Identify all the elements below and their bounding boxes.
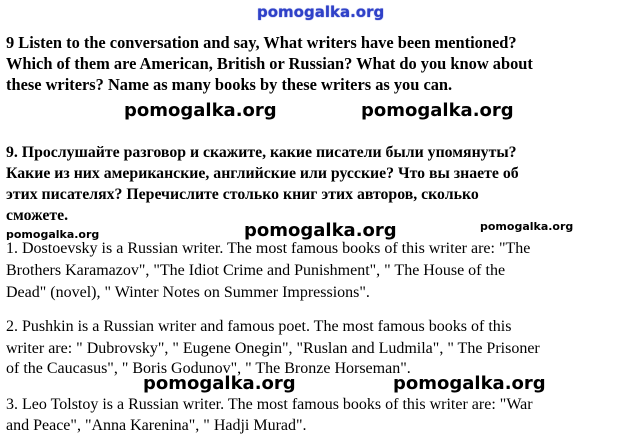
- answer-line: of the Caucasus", " Boris Godunov", " The Bronze Horseman".: [6, 360, 411, 377]
- task-english-line: these writers? Name as many books by these writers as you can.: [6, 75, 453, 94]
- watermark[interactable]: pomogalka.org: [143, 373, 296, 394]
- answer-line: Brothers Karamazov", "The Idiot Crime and Punishment", " The House of the: [6, 262, 506, 279]
- answer-line: 2. Pushkin is a Russian writer and famous poet. The most famous books of this: [6, 318, 512, 335]
- answer-line: writer are: " Dubrovsky", " Eugene Onegin", "Ruslan and Ludmila", " The Prisoner: [6, 340, 540, 357]
- answer-line: Dead" (novel), " Winter Notes on Summer Impressions".: [6, 284, 370, 301]
- task-english-line: Which of them are American, British or Russian? What do you know about: [6, 54, 533, 73]
- watermark[interactable]: pomogalka.org: [361, 100, 514, 121]
- answer-line: 1. Dostoevsky is a Russian writer. The most famous books of this writer are: "The: [6, 240, 531, 257]
- answer-line: 3. Leo Tolstoy is a Russian writer. The most famous books of this writer are: "War: [6, 396, 533, 413]
- watermark-top[interactable]: pomogalka.org: [257, 3, 385, 21]
- watermark[interactable]: pomogalka.org: [480, 220, 574, 233]
- watermark[interactable]: pomogalka.org: [393, 373, 546, 394]
- watermark[interactable]: pomogalka.org: [244, 220, 397, 241]
- answer-line: and Peace", "Anna Karenina", " Hadji Murad".: [6, 417, 307, 434]
- task-russian-line: сможете.: [6, 207, 69, 224]
- task-russian-line: этих писателях? Перечислите столько книг этих авторов, сколько: [6, 186, 479, 203]
- watermark[interactable]: pomogalka.org: [124, 100, 277, 121]
- watermark[interactable]: pomogalka.org: [6, 228, 100, 241]
- task-russian-line: 9. Прослушайте разговор и скажите, какие писатели были упомянуты?: [6, 144, 517, 161]
- task-russian-line: Какие из них американские, английские или русские? Что вы знаете об: [6, 165, 519, 182]
- task-english-line: 9 Listen to the conversation and say, What writers have been mentioned?: [6, 33, 517, 52]
